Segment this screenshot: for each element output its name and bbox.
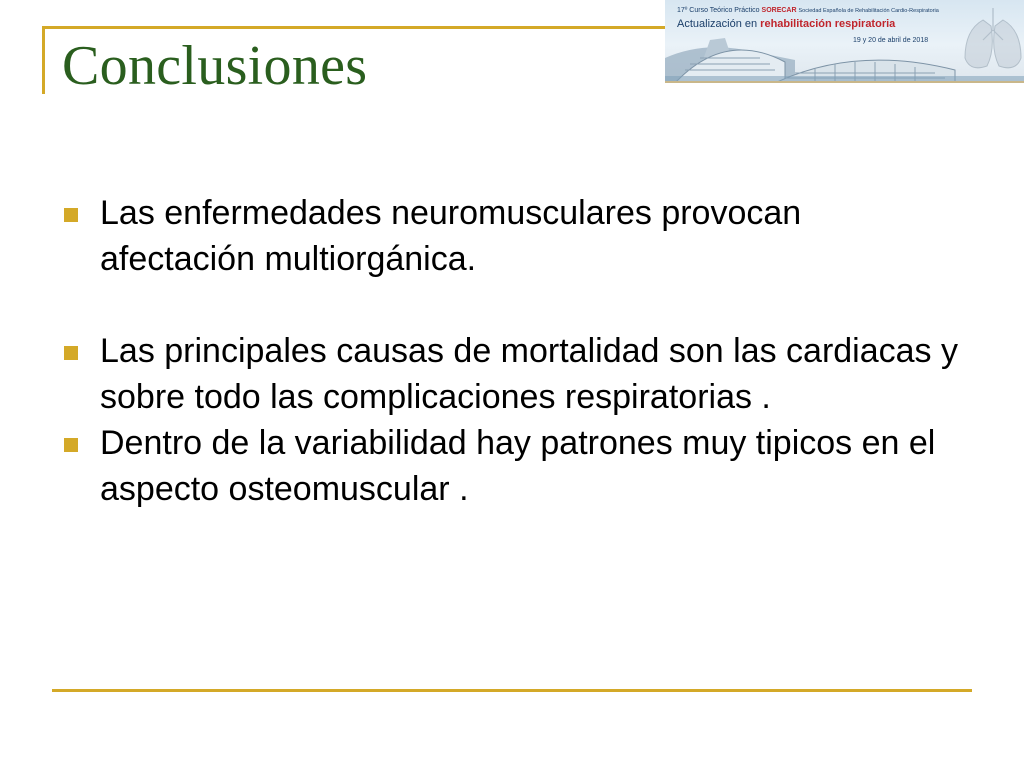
bullet-item xyxy=(62,420,962,512)
bullet-item xyxy=(62,328,962,420)
bullet-text: Las principales causas de mortalidad son las cardiacas y sobre todo las complicaciones respiratorias . xyxy=(100,332,959,416)
title-frame-top-rule xyxy=(42,26,668,29)
conference-banner xyxy=(665,0,1024,83)
square-bullet-icon xyxy=(64,208,78,222)
banner-headline xyxy=(677,19,895,30)
square-bullet-icon xyxy=(64,346,78,360)
slide-title: Conclusiones xyxy=(62,35,368,97)
bullet-list xyxy=(62,190,962,512)
banner-course-line xyxy=(677,7,939,15)
banner-org: SORECAR xyxy=(761,7,797,14)
banner-headline-highlight: rehabilitación respiratoria xyxy=(760,18,896,30)
square-bullet-icon xyxy=(64,438,78,452)
bullet-text: Las enfermedades neuromusculares provocan afectación multiorgánica. xyxy=(100,194,802,278)
bullet-item xyxy=(62,190,962,282)
banner-headline-prefix: Actualización en xyxy=(677,18,758,30)
banner-dates: 19 y 20 de abril de 2018 xyxy=(853,37,929,44)
footer-rule xyxy=(52,689,972,692)
title-frame-left-rule xyxy=(42,26,45,94)
banner-course: 17º Curso Teórico Práctico xyxy=(677,7,760,14)
bullet-text: Dentro de la variabilidad hay patrones muy tipicos en el aspecto osteomuscular . xyxy=(100,424,936,508)
banner-society: Sociedad Española de Rehabilitación Cardio-Respiratoria xyxy=(798,8,939,14)
